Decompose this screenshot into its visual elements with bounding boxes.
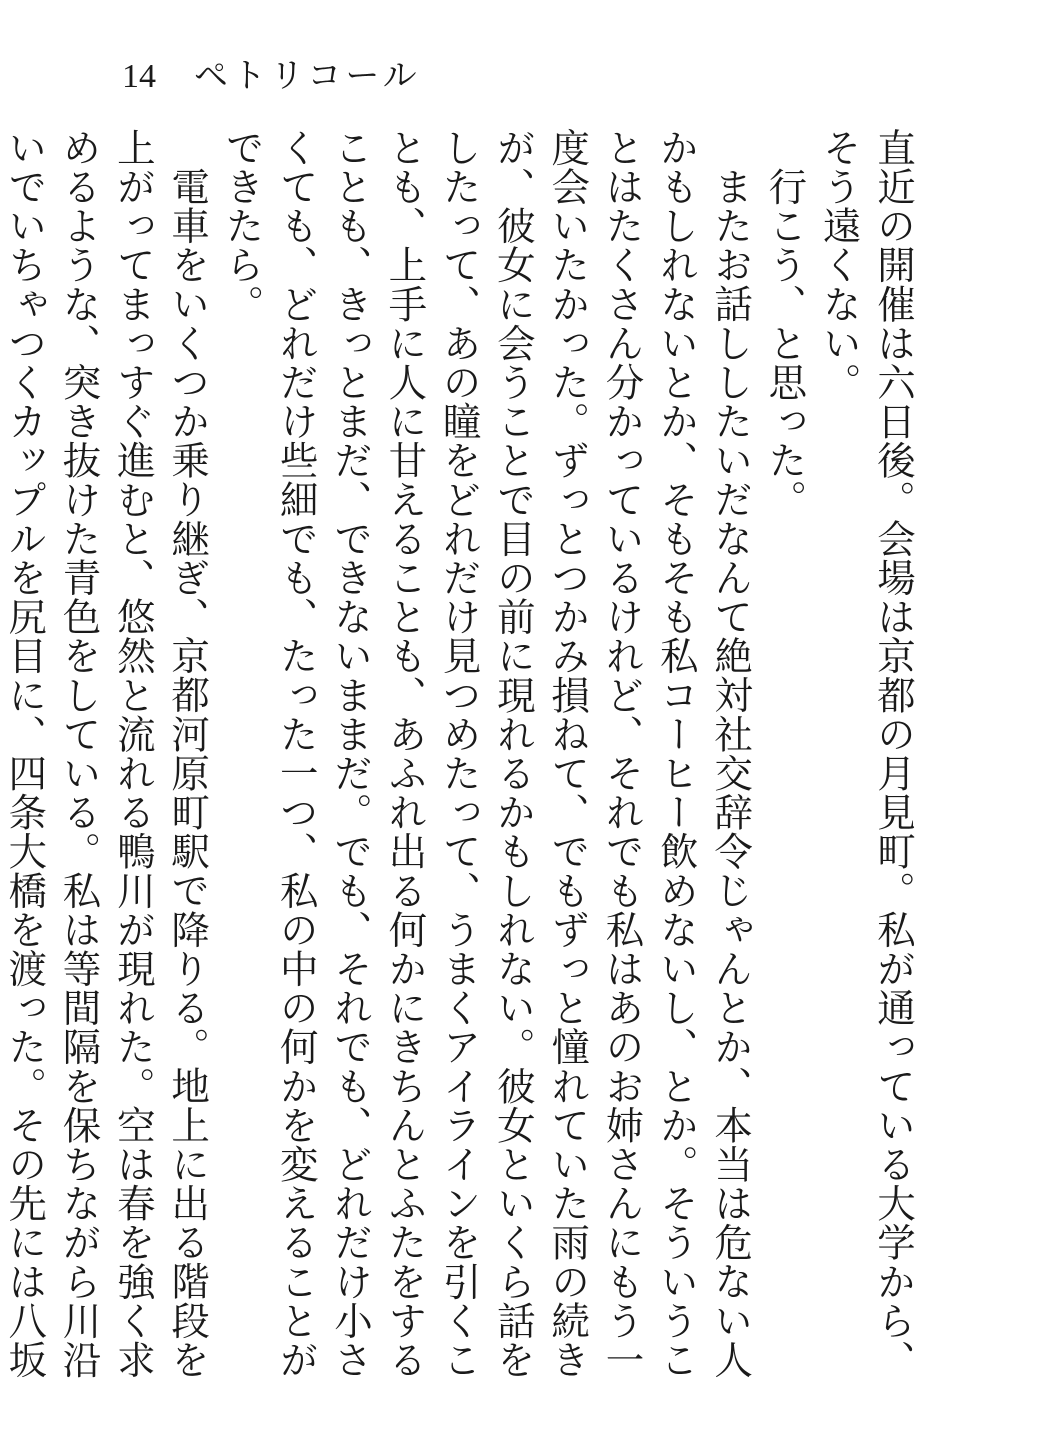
running-title: ペトリコール bbox=[194, 56, 421, 96]
paragraph-2: 行こう、と思った。 bbox=[762, 166, 808, 519]
page-number: 14 bbox=[122, 58, 156, 95]
page-header bbox=[122, 52, 421, 101]
paragraph-3: またお話ししたいだなんて絶対社交辞令じゃんとか、本当は危ない人かもしれないとか、そもそも私コーヒー飲めないし、とか。そういうことはたくさん分かっているけれど、それでも私はあのお姉さんにもう一度会いたかった。ずっとつかみ損ねて、でもずっと憧れていた雨の続きが、彼女に会うことで目の前に現れるかもしれない。彼女といくら話をしたって、あの瞳をどれだけ見つめたって、うまくアイラインを引くことも、上手に人に甘えることも、あふれ出る何かにきちんとふたをすることも、きっとまだ、できないままだ。でも、それでも、どれだけ小さくても、どれだけ些細でも、たった一つ、私の中の何かを変えることができたら。 bbox=[219, 128, 754, 1380]
paragraph-4: 電車をいくつか乗り継ぎ、京都河原町駅で降りる。地上に出る階段を上がってまっすぐ進むと、悠然と流れる鴨川が現れた。空は春を強く求めるような、突き抜けた青色をしている。私は等間隔を保ちながら川沿いでいちゃつくカップルを尻目に、四条大橋を渡った。その先には八坂 bbox=[2, 128, 211, 1380]
vertical-text-body bbox=[0, 128, 920, 1388]
paragraph-1: 直近の開催は六日後。会場は京都の月見町。私が通っている大学から、そう遠くない。 bbox=[816, 128, 916, 1380]
